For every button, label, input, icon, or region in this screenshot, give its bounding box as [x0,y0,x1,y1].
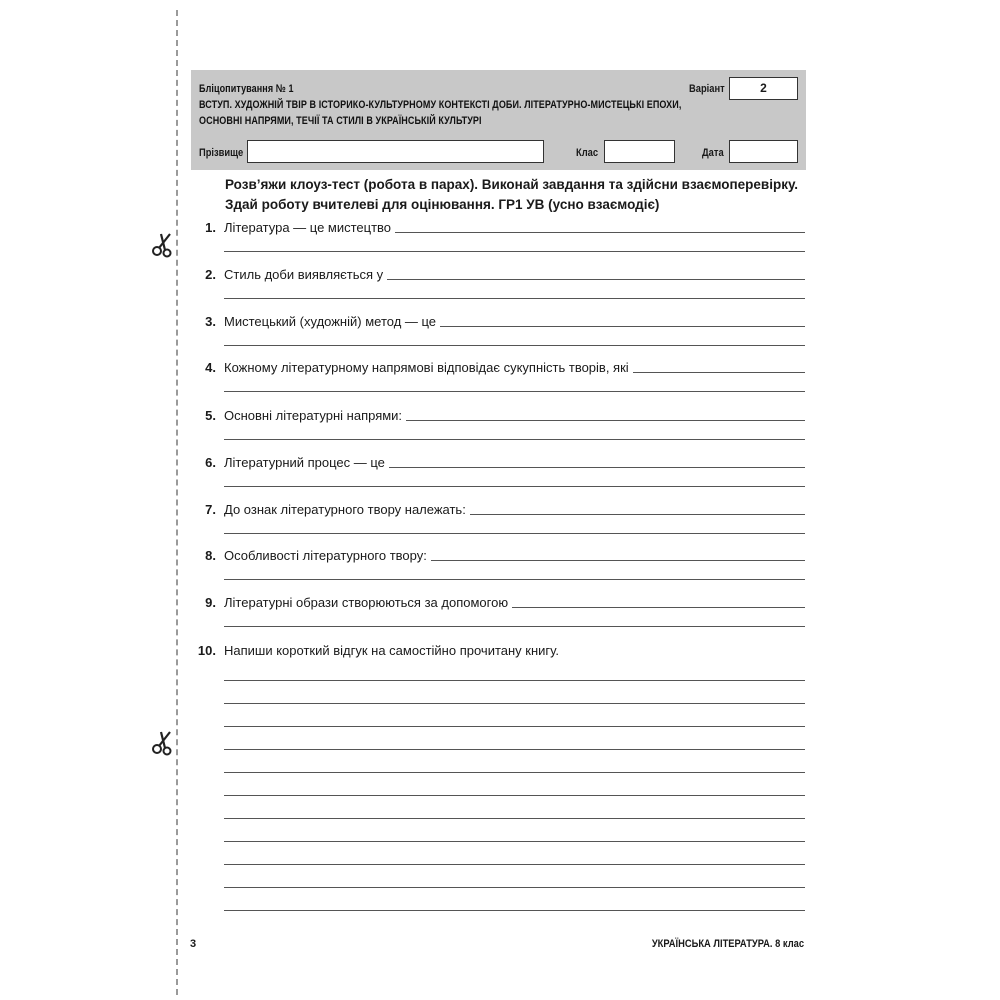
answer-line[interactable] [224,439,805,440]
answer-line[interactable] [224,773,805,796]
answer-line[interactable] [224,251,805,252]
variant-field[interactable]: 2 [729,77,798,100]
question-text: Література — це мистецтво [224,220,392,235]
question-text: Літературні образи створюються за допомогою [224,595,509,610]
cut-line [176,10,178,995]
question-text: Особливості літературного твору: [224,548,427,563]
answer-line[interactable] [224,486,805,487]
question-number: 8. [205,548,216,563]
question-number: 10. [197,643,216,658]
question-8 [195,548,805,588]
question-2 [195,267,805,307]
surname-field[interactable] [247,140,544,163]
question-10 [195,643,805,683]
class-label: Клас [576,147,599,159]
answer-line[interactable] [224,750,805,773]
question-number: 1. [205,220,216,235]
question-text: Кожному літературному напрямові відповідає сукупність творів, які [224,360,629,375]
instruction-line-1: Розв’яжи клоуз-тест (робота в парах). Виконай завдання та здійсни взаємоперевірку. [225,177,799,192]
scissors-icon [150,730,176,756]
answer-line[interactable] [470,503,805,515]
answer-line[interactable] [431,549,805,561]
answer-line[interactable] [224,533,805,534]
question-number: 7. [205,502,216,517]
question-1 [195,220,805,260]
answer-line[interactable] [387,268,805,280]
date-field[interactable] [729,140,798,163]
question-3 [195,314,805,354]
review-answer-area[interactable] [224,680,805,911]
answer-line[interactable] [633,361,805,373]
question-number: 2. [205,267,216,282]
date-label: Дата [702,147,724,159]
question-5 [195,408,805,448]
answer-line[interactable] [224,819,805,842]
answer-line[interactable] [224,681,805,704]
surname-label: Прізвище [199,147,244,159]
question-number: 9. [205,595,216,610]
answer-line[interactable] [440,315,805,327]
answer-line[interactable] [224,345,805,346]
question-4 [195,360,805,400]
scissors-icon [150,232,176,258]
topic-line-2: ОСНОВНІ НАПРЯМИ, ТЕЧІЇ ТА СТИЛІ В УКРАЇНСЬКІЙ КУЛЬТУРІ [199,115,482,127]
question-text: Мистецький (художній) метод — це [224,314,437,329]
question-number: 3. [205,314,216,329]
page-number: 3 [190,938,197,950]
question-number: 5. [205,408,216,423]
footer-title: УКРАЇНСЬКА ЛІТЕРАТУРА. 8 клас [651,938,804,950]
topic-line-1: ВСТУП. ХУДОЖНІЙ ТВІР В ІСТОРИКО-КУЛЬТУРНОМУ КОНТЕКСТІ ДОБИ. ЛІТЕРАТУРНО-МИСТЕЦЬКІ ЕПОХИ, [199,99,682,111]
answer-line[interactable] [224,579,805,580]
question-text: Літературний процес — це [224,455,385,470]
instruction-line-2: Здай роботу вчителеві для оцінювання. ГР1 УВ (усно взаємодіє) [225,197,660,212]
question-7 [195,502,805,542]
answer-line[interactable] [406,409,805,421]
question-number: 4. [205,360,216,375]
quiz-title: Бліцопитування № 1 [199,83,294,95]
answer-line[interactable] [224,842,805,865]
answer-line[interactable] [224,298,805,299]
quiz-header [191,70,806,170]
answer-line[interactable] [224,626,805,627]
question-number: 6. [205,455,216,470]
question-9 [195,595,805,635]
answer-line[interactable] [224,796,805,819]
answer-line[interactable] [395,221,805,233]
question-text: Стиль доби виявляється у [224,267,384,282]
variant-label: Варіант [689,83,725,95]
answer-line[interactable] [224,391,805,392]
class-field[interactable] [604,140,675,163]
question-6 [195,455,805,495]
question-text: Напиши короткий відгук на самостійно прочитану книгу. [224,643,559,658]
answer-line[interactable] [224,865,805,888]
answer-line[interactable] [224,704,805,727]
answer-line[interactable] [512,596,805,608]
question-text: До ознак літературного твору належать: [224,502,466,517]
answer-line[interactable] [224,888,805,911]
answer-line[interactable] [389,456,805,468]
answer-line[interactable] [224,727,805,750]
question-text: Основні літературні напрями: [224,408,403,423]
